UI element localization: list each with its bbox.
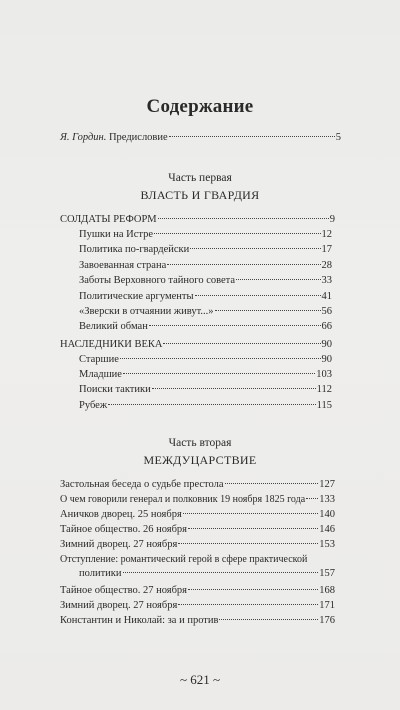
- part2-title: МЕЖДУЦАРСТВИЕ: [143, 453, 257, 467]
- toc-entry: Заботы Верховного тайного совета 33: [79, 275, 332, 286]
- toc-entry: Аничков дворец. 25 ноября 140: [60, 509, 335, 520]
- toc-entry: НАСЛЕДНИКИ ВЕКА 90: [60, 339, 332, 350]
- toc-entry: политики 157: [79, 568, 335, 579]
- toc-entry: Младшие 103: [79, 369, 332, 380]
- part1-title: ВЛАСТЬ И ГВАРДИЯ: [140, 188, 260, 202]
- preface-author: Я. Гордин.: [60, 132, 107, 143]
- toc-entry: Великий обман 66: [79, 321, 332, 332]
- toc-entry: Поиски тактики 112: [79, 384, 332, 395]
- leader-dots: [169, 136, 335, 137]
- toc-entry: СОЛДАТЫ РЕФОРМ 9: [60, 214, 335, 225]
- page-number: ~ 621 ~: [179, 672, 221, 687]
- toc-entry: Зимний дворец. 27 ноября 171: [60, 600, 335, 611]
- part1-label: Часть первая: [168, 172, 232, 184]
- part2-label: Часть вторая: [168, 437, 232, 449]
- toc-entry: Политические аргументы 41: [79, 291, 332, 302]
- preface-page: 5: [335, 132, 341, 143]
- toc-entry: Старшие 90: [79, 354, 332, 365]
- toc-entry: Тайное общество. 26 ноября 146: [60, 524, 335, 535]
- toc-entry: «Зверски в отчаянии живут...» 56: [79, 306, 332, 317]
- toc-entry: Константин и Николай: за и против 176: [60, 615, 335, 626]
- toc-entry: Зимний дворец. 27 ноября 153: [60, 539, 335, 550]
- toc-entry-first-line: Отступление: романтический герой в сфере практической: [60, 554, 308, 565]
- preface-label: Предисловие: [108, 132, 168, 143]
- toc-entry: Завоеванная страна 28: [79, 260, 332, 271]
- page-title: Содержание: [146, 96, 254, 117]
- toc-entry: Застольная беседа о судьбе престола 127: [60, 479, 335, 490]
- toc-entry: Политика по-гвардейски 17: [79, 244, 332, 255]
- toc-entry-preface: [60, 131, 341, 144]
- toc-entry: Рубеж 115: [79, 400, 332, 411]
- toc-entry: О чем говорили генерал и полковник 19 ноября 1825 года 133: [60, 494, 335, 505]
- toc-entry: Тайное общество. 27 ноября 168: [60, 585, 335, 596]
- toc-entry: Пушки на Истре 12: [79, 229, 332, 240]
